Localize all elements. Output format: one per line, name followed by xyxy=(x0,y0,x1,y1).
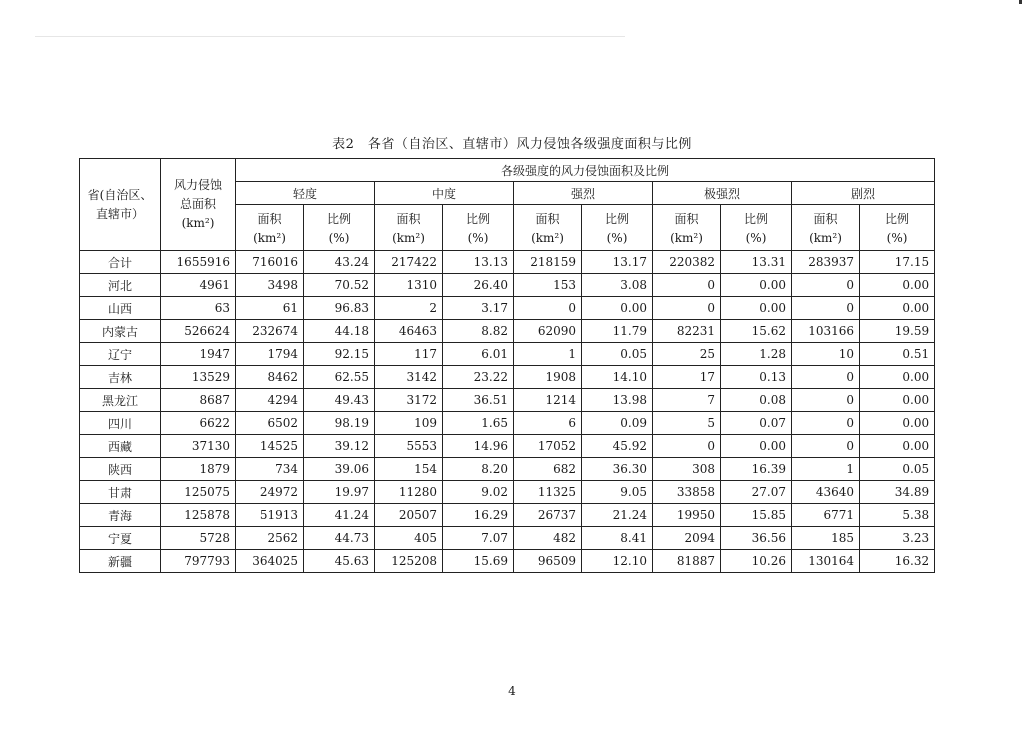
area-unit: (km²) xyxy=(792,228,860,251)
area-cell: 61 xyxy=(236,297,304,320)
top-rule xyxy=(35,36,625,37)
ratio-cell: 13.17 xyxy=(582,251,653,274)
area-cell: 24972 xyxy=(236,481,304,504)
ratio-cell: 8.20 xyxy=(443,458,514,481)
ratio-cell: 19.59 xyxy=(860,320,935,343)
table-body xyxy=(80,251,935,573)
ratio-cell: 36.30 xyxy=(582,458,653,481)
total-area-cell: 125075 xyxy=(161,481,236,504)
area-cell: 1908 xyxy=(514,366,582,389)
province-cell: 内蒙古 xyxy=(80,320,161,343)
area-cell: 103166 xyxy=(792,320,860,343)
ratio-cell: 11.79 xyxy=(582,320,653,343)
page-number: 4 xyxy=(508,684,516,698)
area-cell: 405 xyxy=(375,527,443,550)
area-cell: 81887 xyxy=(653,550,721,573)
ratio-cell: 15.69 xyxy=(443,550,514,573)
area-cell: 11280 xyxy=(375,481,443,504)
area-cell: 62090 xyxy=(514,320,582,343)
province-cell: 河北 xyxy=(80,274,161,297)
area-cell: 96509 xyxy=(514,550,582,573)
area-unit: (km²) xyxy=(236,228,304,251)
ratio-cell: 5.38 xyxy=(860,504,935,527)
ratio-cell: 14.96 xyxy=(443,435,514,458)
ratio-label: 比例 xyxy=(721,205,792,228)
total-area-cell: 63 xyxy=(161,297,236,320)
area-cell: 0 xyxy=(792,435,860,458)
ratio-cell: 19.97 xyxy=(304,481,375,504)
ratio-unit: (%) xyxy=(304,228,375,251)
area-cell: 6 xyxy=(514,412,582,435)
area-cell: 17052 xyxy=(514,435,582,458)
ratio-cell: 0.05 xyxy=(860,458,935,481)
ratio-unit: (%) xyxy=(860,228,935,251)
area-cell: 109 xyxy=(375,412,443,435)
ratio-unit: (%) xyxy=(443,228,514,251)
area-cell: 1310 xyxy=(375,274,443,297)
ratio-cell: 9.05 xyxy=(582,481,653,504)
ratio-cell: 45.63 xyxy=(304,550,375,573)
area-cell: 153 xyxy=(514,274,582,297)
area-label: 面积 xyxy=(653,205,721,228)
ratio-cell: 0.00 xyxy=(582,297,653,320)
area-cell: 125208 xyxy=(375,550,443,573)
total-area-cell: 797793 xyxy=(161,550,236,573)
ratio-cell: 0.00 xyxy=(860,297,935,320)
total-area-cell: 1879 xyxy=(161,458,236,481)
area-cell: 185 xyxy=(792,527,860,550)
ratio-cell: 49.43 xyxy=(304,389,375,412)
intensity-header-moderate: 中度 xyxy=(375,182,514,205)
ratio-cell: 23.22 xyxy=(443,366,514,389)
ratio-cell: 1.65 xyxy=(443,412,514,435)
ratio-cell: 26.40 xyxy=(443,274,514,297)
area-cell: 682 xyxy=(514,458,582,481)
ratio-cell: 16.29 xyxy=(443,504,514,527)
total-area-cell: 1655916 xyxy=(161,251,236,274)
table-row xyxy=(80,458,935,481)
area-cell: 0 xyxy=(653,435,721,458)
area-cell: 1794 xyxy=(236,343,304,366)
area-cell: 716016 xyxy=(236,251,304,274)
ratio-cell: 14.10 xyxy=(582,366,653,389)
ratio-cell: 0.08 xyxy=(721,389,792,412)
ratio-label: 比例 xyxy=(860,205,935,228)
ratio-cell: 34.89 xyxy=(860,481,935,504)
ratio-cell: 39.06 xyxy=(304,458,375,481)
area-cell: 130164 xyxy=(792,550,860,573)
total-area-cell: 37130 xyxy=(161,435,236,458)
area-cell: 3172 xyxy=(375,389,443,412)
ratio-cell: 0.00 xyxy=(860,435,935,458)
province-cell: 新疆 xyxy=(80,550,161,573)
total-area-cell: 125878 xyxy=(161,504,236,527)
total-area-header-unit: (km²) xyxy=(181,216,215,230)
ratio-cell: 15.62 xyxy=(721,320,792,343)
table-row xyxy=(80,297,935,320)
intensity-header-very-strong: 极强烈 xyxy=(653,182,792,205)
ratio-cell: 92.15 xyxy=(304,343,375,366)
province-cell: 合计 xyxy=(80,251,161,274)
ratio-unit: (%) xyxy=(582,228,653,251)
total-area-cell: 4961 xyxy=(161,274,236,297)
area-cell: 46463 xyxy=(375,320,443,343)
area-cell: 5 xyxy=(653,412,721,435)
ratio-cell: 45.92 xyxy=(582,435,653,458)
ratio-cell: 16.32 xyxy=(860,550,935,573)
area-cell: 8462 xyxy=(236,366,304,389)
ratio-cell: 44.18 xyxy=(304,320,375,343)
total-area-cell: 5728 xyxy=(161,527,236,550)
area-cell: 5553 xyxy=(375,435,443,458)
ratio-cell: 21.24 xyxy=(582,504,653,527)
table-row xyxy=(80,251,935,274)
area-cell: 220382 xyxy=(653,251,721,274)
area-cell: 0 xyxy=(792,297,860,320)
province-header-line2: 直辖市） xyxy=(95,206,144,221)
ratio-cell: 13.98 xyxy=(582,389,653,412)
ratio-cell: 3.17 xyxy=(443,297,514,320)
area-cell: 0 xyxy=(792,412,860,435)
ratio-cell: 8.82 xyxy=(443,320,514,343)
ratio-cell: 15.85 xyxy=(721,504,792,527)
table-row xyxy=(80,274,935,297)
table-row xyxy=(80,389,935,412)
ratio-cell: 7.07 xyxy=(443,527,514,550)
province-cell: 青海 xyxy=(80,504,161,527)
total-area-header-line1: 风力侵蚀 xyxy=(173,178,222,192)
area-cell: 1 xyxy=(514,343,582,366)
province-header-line1: 省(自治区、 xyxy=(87,187,153,202)
ratio-cell: 12.10 xyxy=(582,550,653,573)
area-cell: 734 xyxy=(236,458,304,481)
area-cell: 10 xyxy=(792,343,860,366)
area-cell: 232674 xyxy=(236,320,304,343)
province-cell: 黑龙江 xyxy=(80,389,161,412)
area-cell: 2 xyxy=(375,297,443,320)
table-row xyxy=(80,366,935,389)
ratio-cell: 0.00 xyxy=(721,435,792,458)
intensity-header-strong: 强烈 xyxy=(514,182,653,205)
corner-mark xyxy=(1019,0,1022,4)
area-unit: (km²) xyxy=(514,228,582,251)
table-row xyxy=(80,550,935,573)
intensity-header-mild: 轻度 xyxy=(236,182,375,205)
ratio-label: 比例 xyxy=(443,205,514,228)
province-cell: 陕西 xyxy=(80,458,161,481)
ratio-cell: 0.00 xyxy=(721,297,792,320)
ratio-cell: 0.09 xyxy=(582,412,653,435)
table-row xyxy=(80,320,935,343)
table-caption: 表2 各省（自治区、直辖市）风力侵蚀各级强度面积与比例 xyxy=(332,137,692,152)
table-row xyxy=(80,527,935,550)
province-cell: 四川 xyxy=(80,412,161,435)
area-cell: 0 xyxy=(792,274,860,297)
ratio-cell: 0.00 xyxy=(860,389,935,412)
area-label: 面积 xyxy=(375,205,443,228)
area-cell: 17 xyxy=(653,366,721,389)
area-unit: (km²) xyxy=(653,228,721,251)
area-cell: 25 xyxy=(653,343,721,366)
total-area-cell: 13529 xyxy=(161,366,236,389)
ratio-cell: 36.56 xyxy=(721,527,792,550)
area-cell: 1214 xyxy=(514,389,582,412)
ratio-cell: 0.00 xyxy=(860,274,935,297)
area-cell: 364025 xyxy=(236,550,304,573)
province-cell: 甘肃 xyxy=(80,481,161,504)
area-label: 面积 xyxy=(792,205,860,228)
province-cell: 山西 xyxy=(80,297,161,320)
ratio-cell: 44.73 xyxy=(304,527,375,550)
ratio-cell: 0.00 xyxy=(721,274,792,297)
ratio-cell: 0.00 xyxy=(860,366,935,389)
ratio-cell: 8.41 xyxy=(582,527,653,550)
ratio-cell: 43.24 xyxy=(304,251,375,274)
area-cell: 3498 xyxy=(236,274,304,297)
area-cell: 117 xyxy=(375,343,443,366)
area-cell: 82231 xyxy=(653,320,721,343)
area-cell: 482 xyxy=(514,527,582,550)
area-cell: 2094 xyxy=(653,527,721,550)
total-area-header xyxy=(161,159,236,251)
ratio-cell: 17.15 xyxy=(860,251,935,274)
ratio-label: 比例 xyxy=(582,205,653,228)
ratio-cell: 10.26 xyxy=(721,550,792,573)
area-cell: 3142 xyxy=(375,366,443,389)
table-row xyxy=(80,435,935,458)
ratio-cell: 13.13 xyxy=(443,251,514,274)
intensity-group-header: 各级强度的风力侵蚀面积及比例 xyxy=(236,159,935,182)
table-row xyxy=(80,504,935,527)
ratio-cell: 0.51 xyxy=(860,343,935,366)
area-cell: 4294 xyxy=(236,389,304,412)
area-cell: 51913 xyxy=(236,504,304,527)
area-cell: 283937 xyxy=(792,251,860,274)
ratio-cell: 0.13 xyxy=(721,366,792,389)
ratio-cell: 13.31 xyxy=(721,251,792,274)
area-cell: 217422 xyxy=(375,251,443,274)
area-cell: 1 xyxy=(792,458,860,481)
ratio-cell: 0.05 xyxy=(582,343,653,366)
ratio-unit: (%) xyxy=(721,228,792,251)
area-cell: 308 xyxy=(653,458,721,481)
ratio-cell: 96.83 xyxy=(304,297,375,320)
province-header xyxy=(80,159,161,251)
ratio-cell: 0.07 xyxy=(721,412,792,435)
total-area-header-line2: 总面积 xyxy=(179,197,216,211)
ratio-cell: 36.51 xyxy=(443,389,514,412)
area-cell: 14525 xyxy=(236,435,304,458)
area-label: 面积 xyxy=(514,205,582,228)
table-row xyxy=(80,412,935,435)
area-cell: 0 xyxy=(653,297,721,320)
area-cell: 0 xyxy=(514,297,582,320)
area-cell: 26737 xyxy=(514,504,582,527)
ratio-cell: 16.39 xyxy=(721,458,792,481)
area-label: 面积 xyxy=(236,205,304,228)
table-header xyxy=(80,159,935,251)
province-cell: 吉林 xyxy=(80,366,161,389)
table-row xyxy=(80,481,935,504)
ratio-cell: 41.24 xyxy=(304,504,375,527)
area-cell: 11325 xyxy=(514,481,582,504)
ratio-cell: 1.28 xyxy=(721,343,792,366)
total-area-cell: 1947 xyxy=(161,343,236,366)
intensity-header-severe: 剧烈 xyxy=(792,182,935,205)
area-cell: 0 xyxy=(792,389,860,412)
area-cell: 6771 xyxy=(792,504,860,527)
province-cell: 西藏 xyxy=(80,435,161,458)
ratio-cell: 0.00 xyxy=(860,412,935,435)
ratio-cell: 6.01 xyxy=(443,343,514,366)
ratio-cell: 3.23 xyxy=(860,527,935,550)
ratio-label: 比例 xyxy=(304,205,375,228)
area-cell: 218159 xyxy=(514,251,582,274)
wind-erosion-table xyxy=(79,158,935,573)
area-cell: 7 xyxy=(653,389,721,412)
ratio-cell: 9.02 xyxy=(443,481,514,504)
table-row xyxy=(80,343,935,366)
area-unit: (km²) xyxy=(375,228,443,251)
area-cell: 0 xyxy=(653,274,721,297)
ratio-cell: 98.19 xyxy=(304,412,375,435)
area-cell: 154 xyxy=(375,458,443,481)
area-cell: 19950 xyxy=(653,504,721,527)
area-cell: 20507 xyxy=(375,504,443,527)
total-area-cell: 526624 xyxy=(161,320,236,343)
ratio-cell: 39.12 xyxy=(304,435,375,458)
province-cell: 辽宁 xyxy=(80,343,161,366)
area-cell: 33858 xyxy=(653,481,721,504)
area-cell: 43640 xyxy=(792,481,860,504)
area-cell: 6502 xyxy=(236,412,304,435)
total-area-cell: 6622 xyxy=(161,412,236,435)
total-area-cell: 8687 xyxy=(161,389,236,412)
province-cell: 宁夏 xyxy=(80,527,161,550)
area-cell: 2562 xyxy=(236,527,304,550)
area-cell: 0 xyxy=(792,366,860,389)
ratio-cell: 3.08 xyxy=(582,274,653,297)
ratio-cell: 62.55 xyxy=(304,366,375,389)
ratio-cell: 27.07 xyxy=(721,481,792,504)
ratio-cell: 70.52 xyxy=(304,274,375,297)
